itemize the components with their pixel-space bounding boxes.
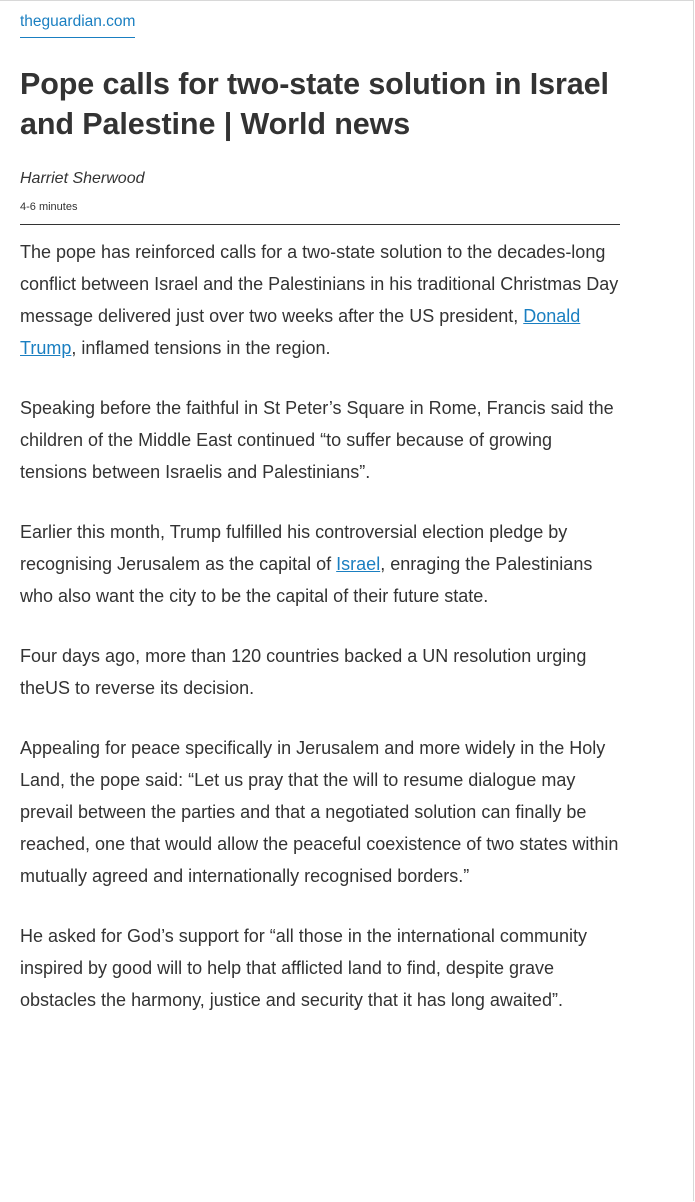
paragraph bbox=[20, 516, 620, 612]
paragraph: He asked for God’s support for “all those in the international community inspired by good will to help that afflicted land to find, despite grave obstacles the harmony, justice and security that it has long awaited”. bbox=[20, 926, 587, 1010]
paragraph: Four days ago, more than 120 countries backed a UN resolution urging theUS to reverse its decision. bbox=[20, 646, 587, 698]
paragraph-text: The pope has reinforced calls for a two-state solution to the decades-long conflict between Israel and the Palestinians in his traditional Christmas Day message delivered just over two weeks after the US president, bbox=[20, 242, 619, 326]
paragraph-text: Earlier this month, Trump fulfilled his controversial election pledge by recognising Jerusalem as the capital of bbox=[20, 522, 568, 574]
paragraph-text: , enraging the Palestinians who also want the city to be the capital of their future state. bbox=[20, 554, 593, 606]
israel-link[interactable]: Israel bbox=[336, 554, 381, 574]
article-author: Harriet Sherwood bbox=[20, 170, 145, 187]
article-title: Pope calls for two-state solution in Israel and Palestine | World news bbox=[20, 67, 609, 141]
source-domain-link[interactable]: theguardian.com bbox=[20, 12, 135, 38]
read-time: 4-6 minutes bbox=[20, 201, 78, 213]
paragraph-text: , inflamed tensions in the region. bbox=[71, 338, 331, 358]
paragraph bbox=[20, 236, 620, 364]
article-body bbox=[20, 236, 620, 1016]
header-divider bbox=[20, 224, 620, 225]
paragraph: Speaking before the faithful in St Peter’s Square in Rome, Francis said the children of the Middle East continued “to suffer because of growing tensions between Israelis and Palestinians”. bbox=[20, 398, 614, 482]
paragraph: Appealing for peace specifically in Jerusalem and more widely in the Holy Land, the pope said: “Let us pray that the will to resume dialogue may prevail between the parties and that a negotiated solution can finally be reached, one that would allow the peaceful coexistence of two states within mutually agreed and internationally recognised borders.” bbox=[20, 738, 619, 886]
reader-article bbox=[20, 12, 620, 1044]
donald-trump-link[interactable]: Donald Trump bbox=[20, 306, 581, 358]
